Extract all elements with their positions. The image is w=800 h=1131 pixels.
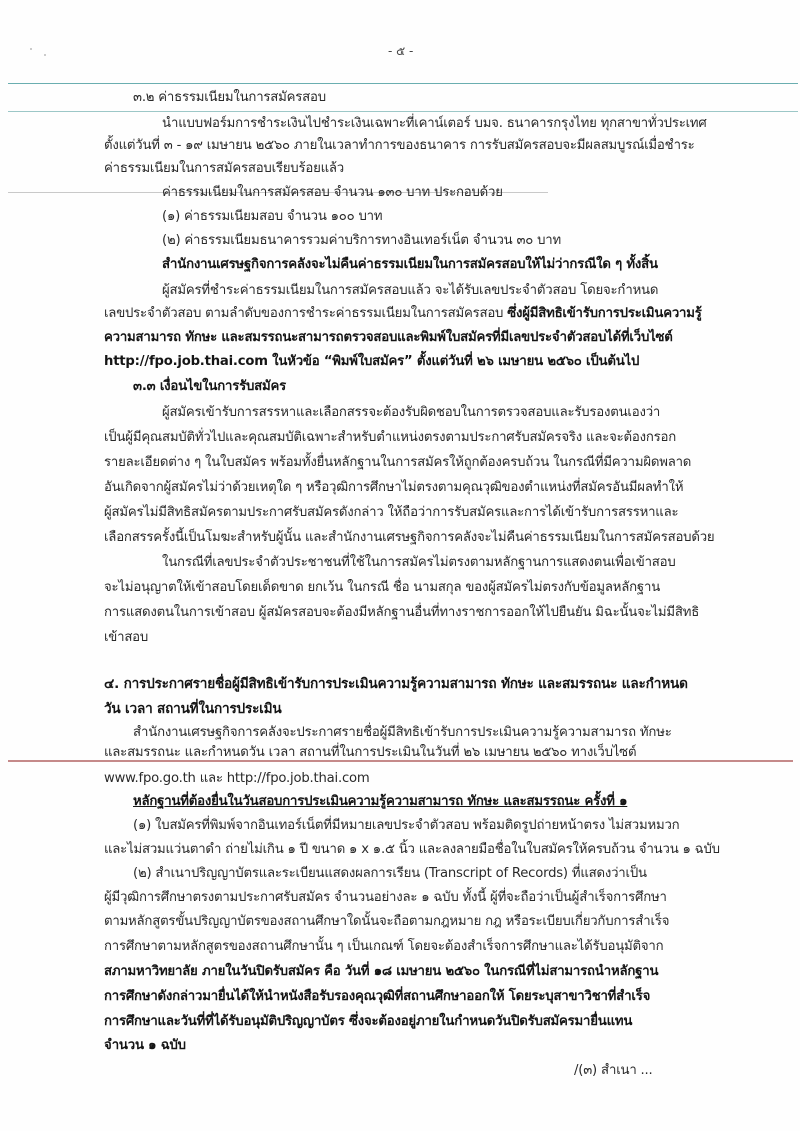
section-4-para-line: สำนักงานเศรษฐกิจการคลังจะประกาศรายชื่อผู้มีสิทธิเข้ารับการประเมินความรู้ความสามารถ ทักษะ: [133, 725, 672, 740]
fee-total: ค่าธรรมเนียมในการสมัครสอบ จำนวน ๑๓๐ บาท ประกอบด้วย: [162, 185, 503, 200]
section-4-para-line: www.fpo.go.th และ http://fpo.job.thai.com: [104, 771, 370, 786]
section-3-3-para2-line: ในกรณีที่เลขประจำตัวประชาชนที่ใช้ในการสมัครไม่ตรงตามหลักฐานการแสดงตนเพื่อเข้าสอบ: [162, 555, 676, 570]
evidence-item-1-line: และไม่สวมแว่นตาดำ ถ่ายไม่เกิน ๑ ปี ขนาด ๑ x ๑.๕ นิ้ว และลงลายมือชื่อในใบสมัครให้ครบถ้วน จำนวน ๑ ฉบับ: [104, 842, 720, 857]
section-3-2-para1-line: นำแบบฟอร์มการชำระเงินไปชำระเงินเฉพาะที่เคาน์เตอร์ บมจ. ธนาคารกรุงไทย ทุกสาขาทั่วประเทศ: [162, 116, 707, 131]
section-3-2-para2-line: ความสามารถ ทักษะ และสมรรถนะสามารถตรวจสอบและพิมพ์ใบสมัครที่มีเลขประจำตัวสอบได้ที่เว็บไซต์: [104, 330, 673, 345]
section-3-3-para2-line: เข้าสอบ: [104, 630, 149, 645]
section-3-2-para2-line: ผู้สมัครที่ชำระค่าธรรมเนียมในการสมัครสอบแล้ว จะได้รับเลขประจำตัวสอบ โดยจะกำหนด: [162, 283, 659, 298]
section-3-3-heading: ๓.๓ เงื่อนไขในการรับสมัคร: [133, 379, 286, 394]
page-number: - ๕ -: [388, 44, 414, 58]
fee-item: (๒) ค่าธรรมเนียมธนาคารรวมค่าบริการทางอินเทอร์เน็ต จำนวน ๓๐ บาท: [162, 233, 562, 248]
evidence-item-2-line: การศึกษาดังกล่าวมายื่นได้ให้นำหนังสือรับรองคุณวุฒิที่สถานศึกษาออกให้ โดยระบุสาขาวิชาที่สำเร็จ: [104, 989, 651, 1004]
section-4-heading: วัน เวลา สถานที่ในการประเมิน: [104, 701, 282, 717]
evidence-item-1-line: (๑) ใบสมัครที่พิมพ์จากอินเทอร์เน็ตที่มีหมายเลขประจำตัวสอบ พร้อมติดรูปถ่ายหน้าตรง ไม่สวมหมวก: [133, 818, 680, 833]
section-3-3-para1-line: ผู้สมัครเข้ารับการสรรหาและเลือกสรรจะต้องรับผิดชอบในการตรวจสอบและรับรองตนเองว่า: [162, 405, 661, 420]
fee-item: (๑) ค่าธรรมเนียมสอบ จำนวน ๑๐๐ บาท: [162, 209, 383, 224]
section-3-3-para1-line: อันเกิดจากผู้สมัครไม่ว่าด้วยเหตุใด ๆ หรือวุฒิการศึกษาไม่ตรงตามคุณวุฒิของตำแหน่งที่สมัครอันมีผลทำให้: [104, 480, 684, 495]
scan-rule-gray: [8, 111, 798, 112]
section-4-para-line: และสมรรถนะ และกำหนดวัน เวลา สถานที่ในการประเมินในวันที่ ๒๖ เมษายน ๒๕๖๐ ทางเว็บไซต์: [104, 745, 637, 760]
evidence-item-2-line: ผู้มีวุฒิการศึกษาตรงตามประกาศรับสมัคร จำนวนอย่างละ ๑ ฉบับ ทั้งนี้ ผู้ที่จะถือว่าเป็นผู้สำเร็จการศึกษา: [104, 890, 667, 905]
evidence-item-2-line: ตามหลักสูตรขั้นปริญญาบัตรของสถานศึกษาใดนั้นจะถือตามกฎหมาย กฎ หรือระเบียบเกี่ยวกับการสำเร็จ: [104, 914, 670, 929]
section-3-3-para2-line: จะไม่อนุญาตให้เข้าสอบโดยเด็ดขาด ยกเว้น ในกรณี ชื่อ นามสกุล ของผู้สมัครไม่ตรงกับข้อมูลหลักฐาน: [104, 580, 661, 595]
scan-speck: [30, 48, 32, 50]
eligibility-bold-text: ซึ่งผู้มีสิทธิเข้ารับการประเมินความรู้: [507, 306, 702, 321]
evidence-item-2-line: การศึกษาตามหลักสูตรของสถานศึกษานั้น ๆ เป็นเกณฑ์ โดยจะต้องสำเร็จการศึกษาและได้รับอนุมัติจาก: [104, 939, 664, 954]
section-3-3-para1-line: เลือกสรรครั้งนี้เป็นโมฆะสำหรับผู้นั้น และสำนักงานเศรษฐกิจการคลังจะไม่คืนค่าธรรมเนียมในการสมัครสอบด้วย: [104, 530, 715, 545]
evidence-heading: หลักฐานที่ต้องยื่นในวันสอบการประเมินความรู้ความสามารถ ทักษะ และสมรรถนะ ครั้งที่ ๑: [133, 794, 628, 809]
section-3-3-para1-line: เป็นผู้มีคุณสมบัติทั่วไปและคุณสมบัติเฉพาะสำหรับตำแหน่งตรงตามประกาศรับสมัครจริง และจะต้องกรอก: [104, 430, 676, 445]
section-3-3-para1-line: รายละเอียดต่าง ๆ ในใบสมัคร พร้อมทั้งยื่นหลักฐานในการสมัครให้ถูกต้องครบถ้วน ในกรณีที่มีความผิดพลาด: [104, 455, 692, 470]
section-3-2-para2-line: http://fpo.job.thai.com ในหัวข้อ “พิมพ์ใบสมัคร” ตั้งแต่วันที่ ๒๖ เมษายน ๒๕๖๐ เป็นต้นไป: [104, 354, 640, 369]
evidence-item-2-line: จำนวน ๑ ฉบับ: [104, 1038, 186, 1053]
section-3-2-para2-line: [104, 303, 702, 325]
section-3-2-para1-line: ตั้งแต่วันที่ ๓ - ๑๙ เมษายน ๒๕๖๐ ภายในเวลาทำการของธนาคาร การรับสมัครสอบจะมีผลสมบูรณ์เมื่อชำระ: [104, 138, 695, 153]
section-3-3-para1-line: ผู้สมัครไม่มีสิทธิสมัครตามประกาศรับสมัครดังกล่าว ให้ถือว่าการรับสมัครและการได้เข้ารับการสรรหาและ: [104, 505, 679, 520]
section-4-heading: ๔. การประกาศรายชื่อผู้มีสิทธิเข้ารับการประเมินความรู้ความสามารถ ทักษะ และสมรรถนะ และกำหนด: [104, 676, 688, 692]
section-3-3-para2-line: การแสดงตนในการเข้าสอบ ผู้สมัครสอบจะต้องมีหลักฐานอื่นที่ทางราชการออกให้ไปยืนยัน มิฉะนั้นจะไม่มีสิทธิ: [104, 605, 700, 620]
continuation-marker: /(๓) สำเนา ...: [574, 1063, 653, 1078]
evidence-item-2-line: การศึกษาและวันที่ที่ได้รับอนุมัติปริญญาบัตร ซึ่งจะต้องอยู่ภายในกำหนดวันปิดรับสมัครมายื่นแทน: [104, 1014, 633, 1029]
evidence-item-2-line: สภามหาวิทยาลัย ภายในวันปิดรับสมัคร คือ วันที่ ๑๘ เมษายน ๒๕๖๐ ในกรณีที่ไม่สามารถนำหลักฐาน: [104, 964, 659, 979]
section-3-2-heading: ๓.๒ ค่าธรรมเนียมในการสมัครสอบ: [133, 90, 326, 105]
scan-rule-teal: [8, 83, 798, 84]
evidence-item-2-line: (๒) สำเนาปริญญาบัตรและระเบียนแสดงผลการเรียน (Transcript of Records) ที่แสดงว่าเป็น: [133, 866, 647, 881]
no-refund-notice: สำนักงานเศรษฐกิจการคลังจะไม่คืนค่าธรรมเนียมในการสมัครสอบให้ไม่ว่ากรณีใด ๆ ทั้งสิ้น: [162, 257, 658, 272]
section-3-2-para1-line: ค่าธรรมเนียมในการสมัครสอบเรียบร้อยแล้ว: [104, 161, 344, 176]
exam-id-order-text: เลขประจำตัวสอบ ตามลำดับของการชำระค่าธรรมเนียมในการสมัครสอบ: [104, 306, 508, 321]
scan-speck: [44, 54, 46, 56]
